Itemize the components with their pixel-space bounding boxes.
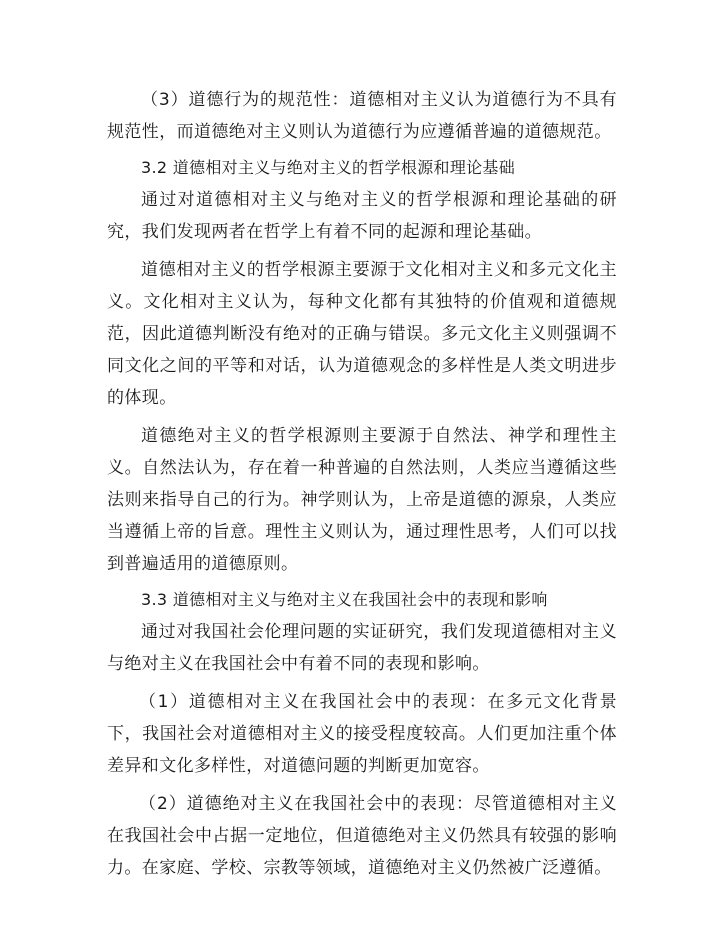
paragraph-empirical-research-intro: 通过对我国社会伦理问题的实证研究，我们发现道德相对主义与绝对主义在我国社会中有着不同的表现和影响。 (107, 622, 617, 674)
section-heading-3-3: 3.3 道德相对主义与绝对主义在我国社会中的表现和影响 (141, 590, 548, 609)
paragraph-relativism-origins: 道德相对主义的哲学根源主要源于文化相对主义和多元文化主义。文化相对主义认为，每种文化都有其独特的价值观和道德规范，因此道德判断没有绝对的正确与错误。多元文化主义则强调不同文化之间的平等和对话，认为道德观念的多样性是人类文明进步的体现。 (107, 260, 617, 408)
paragraph-moral-behavior-normativity: （3）道德行为的规范性：道德相对主义认为道德行为不具有规范性，而道德绝对主义则认为道德行为应遵循普遍的道德规范。 (107, 90, 617, 142)
paragraph-absolutism-in-society: （2）道德绝对主义在我国社会中的表现：尽管道德相对主义在我国社会中占据一定地位，但道德绝对主义仍然具有较强的影响力。在家庭、学校、宗教等领域，道德绝对主义仍然被广泛遵循。 (107, 794, 617, 878)
paragraph-philosophical-origins-intro: 通过对道德相对主义与绝对主义的哲学根源和理论基础的研究，我们发现两者在哲学上有着不同的起源和理论基础。 (107, 190, 617, 242)
paragraph-absolutism-origins: 道德绝对主义的哲学根源则主要源于自然法、神学和理性主义。自然法认为，存在着一种普遍的自然法则，人类应当遵循这些法则来指导自己的行为。神学则认为，上帝是道德的源泉，人类应当遵循上帝的旨意。理性主义则认为，通过理性思考，人们可以找到普遍适用的道德原则。 (107, 426, 617, 574)
paragraph-relativism-in-society: （1）道德相对主义在我国社会中的表现：在多元文化背景下，我国社会对道德相对主义的接受程度较高。人们更加注重个体差异和文化多样性，对道德问题的判断更加宽容。 (107, 692, 617, 776)
document-page (107, 84, 617, 884)
section-heading-3-2: 3.2 道德相对主义与绝对主义的哲学根源和理论基础 (141, 158, 516, 177)
